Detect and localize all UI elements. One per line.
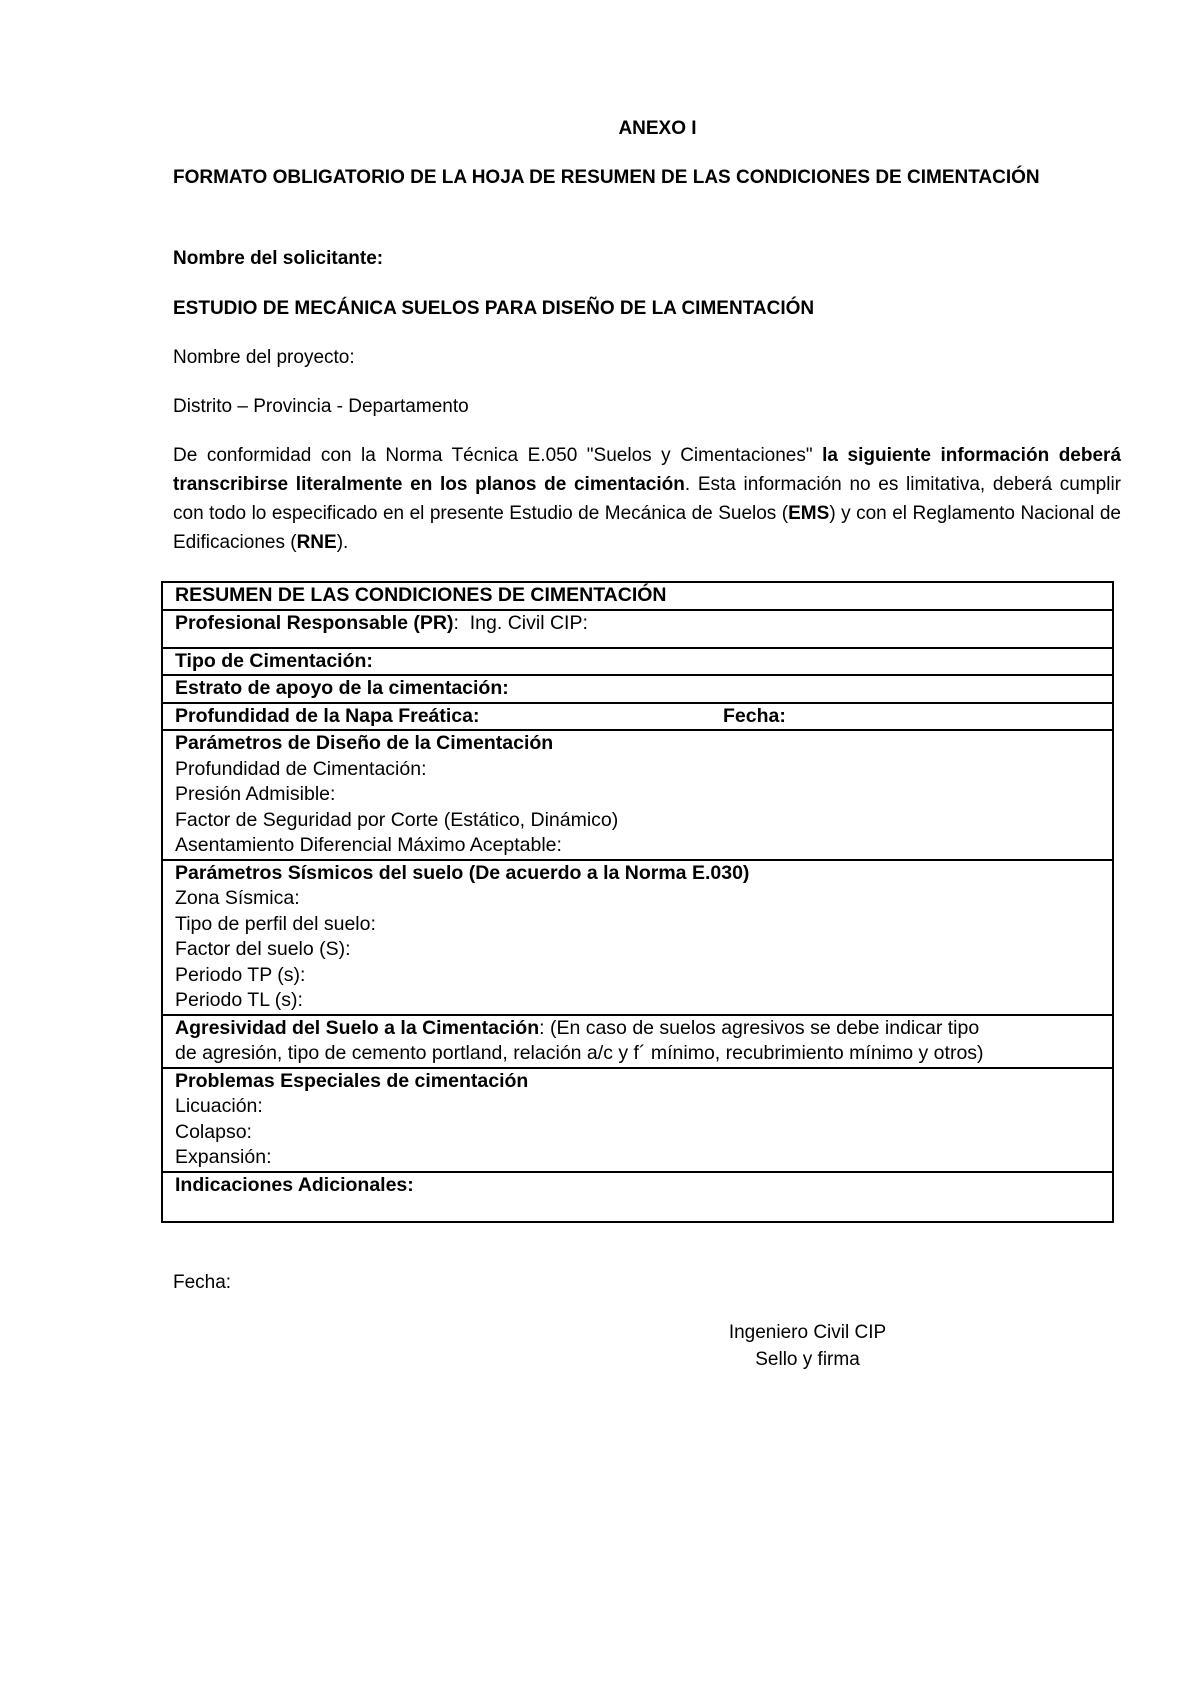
responsible-label: Profesional Responsable (PR) bbox=[175, 611, 454, 634]
intro-text-4: ). bbox=[336, 532, 349, 553]
table-row bbox=[162, 703, 1113, 731]
table-row bbox=[162, 675, 1113, 703]
seismic-param-line: Zona Sísmica: bbox=[175, 887, 300, 909]
aggressiveness-heading: Agresividad del Suelo a la Cimentación bbox=[175, 1016, 540, 1039]
summary-table bbox=[161, 581, 1114, 1223]
intro-bold-1: la siguiente información deberá transcribirse literalmente en los planos de cimentación bbox=[173, 445, 1122, 495]
table-row bbox=[162, 1068, 1113, 1172]
additional-notes-label: Indicaciones Adicionales: bbox=[175, 1173, 414, 1196]
special-problem-line: Expansión: bbox=[175, 1146, 272, 1168]
seismic-params-cell bbox=[162, 860, 1113, 1015]
signer-title: Ingeniero Civil CIP bbox=[728, 1322, 887, 1343]
design-param-line: Asentamiento Diferencial Máximo Aceptable: bbox=[175, 834, 562, 856]
additional-notes-cell bbox=[162, 1172, 1113, 1222]
support-stratum-label: Estrato de apoyo de la cimentación: bbox=[162, 675, 1113, 703]
document-title: FORMATO OBLIGATORIO DE LA HOJA DE RESUMEN DE LAS CONDICIONES DE CIMENTACIÓN bbox=[173, 167, 1040, 188]
responsible-value: Ing. Civil CIP: bbox=[469, 611, 588, 634]
special-problems-cell bbox=[162, 1068, 1113, 1172]
foundation-type-label: Tipo de Cimentación: bbox=[162, 648, 1113, 676]
design-param-line: Profundidad de Cimentación: bbox=[175, 757, 427, 780]
special-problem-line: Colapso: bbox=[175, 1120, 252, 1143]
design-param-line: Presión Admisible: bbox=[175, 783, 336, 805]
intro-bold-rne: RNE bbox=[296, 532, 337, 553]
aggressiveness-cell bbox=[162, 1015, 1113, 1068]
intro-text-3: ) y con el Reglamento Nacional de Edificaciones ( bbox=[173, 503, 1121, 553]
intro-bold-ems: EMS bbox=[788, 503, 830, 524]
project-label: Nombre del proyecto: bbox=[173, 347, 355, 368]
seismic-param-line: Periodo TL (s): bbox=[175, 989, 303, 1011]
water-table-cell bbox=[162, 703, 1113, 731]
special-problem-line: Licuación: bbox=[175, 1095, 263, 1117]
annex-title: ANEXO I bbox=[618, 118, 697, 139]
intro-text-1: De conformidad con la Norma Técnica E.050 "Suelos y Cimentaciones" bbox=[173, 445, 823, 466]
design-param-line: Factor de Seguridad por Corte (Estático, Dinámico) bbox=[175, 808, 619, 831]
water-table-date-label: Fecha: bbox=[723, 704, 786, 727]
responsible-cell bbox=[162, 610, 1113, 648]
seismic-params-heading: Parámetros Sísmicos del suelo (De acuerdo a la Norma E.030) bbox=[175, 861, 750, 884]
seal-signature-label: Sello y firma bbox=[755, 1349, 860, 1370]
footer-date-label: Fecha: bbox=[173, 1272, 232, 1293]
seismic-param-line: Factor del suelo (S): bbox=[175, 938, 351, 960]
location-label: Distrito – Provincia - Departamento bbox=[173, 396, 469, 417]
intro-text-2: . Esta información no es limitativa, deberá cumplir con todo lo especificado en el presente Estudio de Mecánica de Suelos ( bbox=[173, 474, 1121, 524]
table-row bbox=[162, 1015, 1113, 1068]
table-row bbox=[162, 860, 1113, 1015]
aggressiveness-text-2: de agresión, tipo de cemento portland, relación a/c y f´ mínimo, recubrimiento mínimo y otros) bbox=[175, 1042, 984, 1064]
table-row bbox=[162, 730, 1113, 860]
design-params-heading: Parámetros de Diseño de la Cimentación bbox=[175, 732, 554, 754]
study-title: ESTUDIO DE MECÁNICA SUELOS PARA DISEÑO DE LA CIMENTACIÓN bbox=[173, 298, 815, 319]
table-row bbox=[162, 610, 1113, 648]
responsible-separator: : bbox=[453, 611, 459, 634]
table-row bbox=[162, 648, 1113, 676]
seismic-param-line: Periodo TP (s): bbox=[175, 963, 306, 986]
water-table-label: Profundidad de la Napa Freática: bbox=[175, 704, 480, 727]
special-problems-heading: Problemas Especiales de cimentación bbox=[175, 1069, 529, 1092]
table-title: RESUMEN DE LAS CONDICIONES DE CIMENTACIÓN bbox=[162, 582, 1113, 610]
table-row bbox=[162, 1172, 1113, 1222]
seismic-param-line: Tipo de perfil del suelo: bbox=[175, 912, 376, 935]
table-row bbox=[162, 582, 1113, 610]
aggressiveness-text-1: : (En caso de suelos agresivos se debe indicar tipo bbox=[539, 1016, 980, 1039]
intro-paragraph bbox=[173, 441, 1121, 557]
design-params-cell bbox=[162, 730, 1113, 860]
applicant-label: Nombre del solicitante: bbox=[173, 248, 384, 269]
